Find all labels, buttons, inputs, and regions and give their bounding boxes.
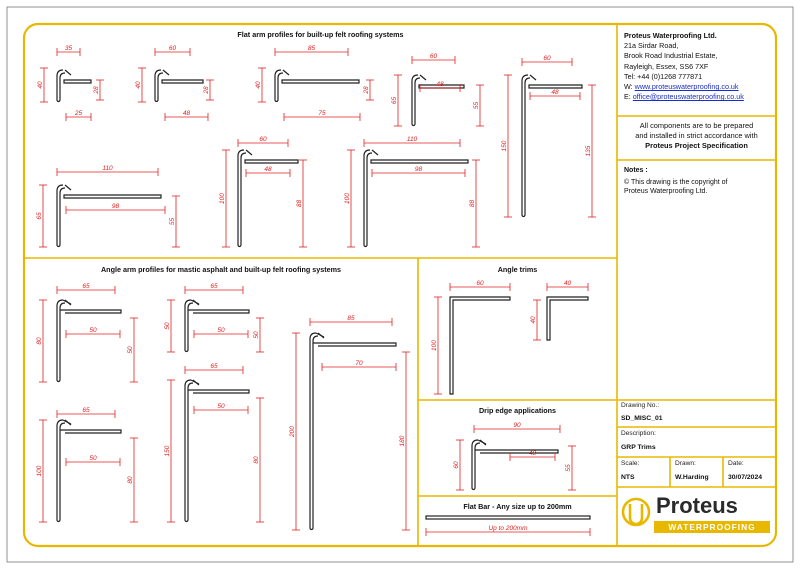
profile-p3-arm [282, 80, 359, 83]
dim-p6-top-label: 110 [102, 165, 113, 172]
profile-p3-cap [275, 100, 278, 102]
profile-p8-inner [367, 153, 372, 245]
dim-a1-top-label: 65 [82, 283, 90, 290]
website-link[interactable]: www.proteuswaterproofing.co.uk [634, 82, 739, 92]
flat-bar-shape [426, 516, 590, 519]
dim-flat-bar-label: Up to 200mm [488, 525, 528, 532]
profile-a4 [185, 380, 249, 522]
profile-a3-arm [60, 430, 121, 433]
trim-t2-shape [547, 297, 588, 340]
dim-p8-top-label: 110 [406, 136, 418, 143]
dim-p7-top-label: 60 [259, 136, 267, 143]
spec-line-2: and installed in strict accordance with [635, 131, 758, 140]
dim-a2-inner-label: 50 [217, 327, 225, 334]
notes-line-1: © This drawing is the copyright of [624, 178, 728, 186]
dim-a1-right-label: 50 [127, 346, 134, 354]
dim-d1-top-label: 90 [513, 422, 521, 429]
profile-p6-lip [65, 185, 71, 190]
profile-a1-lip [65, 300, 71, 305]
profile-p2-inner [158, 73, 163, 100]
dim-p2-left-label: 40 [135, 81, 142, 89]
trim-t2 [547, 297, 588, 340]
dim-p4-left-label: 65 [391, 96, 398, 105]
trim-t1 [450, 297, 510, 394]
dimensions-layer [39, 48, 596, 536]
dim-a2-right-label: 50 [253, 331, 260, 339]
profile-p3 [275, 70, 359, 102]
flat-bar [426, 516, 590, 519]
profile-p6-cap [57, 245, 60, 247]
profile-p1-lip [65, 70, 71, 75]
dimension-labels-layer [36, 45, 592, 532]
company-name: Proteus Waterproofing Ltd. [624, 31, 717, 40]
profile-p1-cap [57, 100, 60, 102]
profile-p7-inner [241, 153, 246, 245]
dim-p4-inner-label: 48 [436, 81, 444, 88]
profile-a4-arm [188, 390, 249, 393]
logo-u-icon [630, 504, 642, 524]
profile-a3-inner [60, 423, 65, 520]
profile-a1-cap [57, 380, 60, 382]
dim-a4-inner-label: 50 [217, 403, 225, 410]
spec-line-1: All components are to be prepared [639, 121, 754, 130]
profile-p2-lip [163, 70, 169, 75]
profile-p8 [364, 150, 468, 247]
drawing-no-label: Drawing No.: [621, 402, 660, 409]
profile-p1-arm [64, 80, 91, 83]
profile-p6 [57, 185, 161, 247]
dim-a5-right-label: 180 [399, 435, 406, 447]
dim-a3-top-label: 65 [82, 407, 90, 414]
dim-p6-right-label: 55 [169, 217, 176, 226]
drawn-label: Drawn: [675, 460, 696, 467]
dim-t2-left-label: 40 [530, 316, 537, 324]
address-line-1: 21a Sirdar Road, [624, 41, 679, 51]
date-label: Date: [728, 460, 744, 467]
dim-a3-right-label: 80 [127, 476, 134, 484]
profile-a2 [185, 300, 249, 352]
dim-p7-inner-label: 48 [264, 166, 272, 173]
dim-a2-left-label: 50 [164, 322, 171, 330]
dim-a5-inner-label: 70 [355, 360, 363, 367]
profile-a5-inner [313, 336, 318, 528]
profile-d1-cap [472, 488, 475, 490]
dim-a4-right-label: 80 [253, 456, 260, 464]
dim-p6-left-label: 65 [36, 212, 43, 220]
logo-subtitle: WATERPROOFING [668, 522, 756, 532]
profile-a2-lip [193, 300, 199, 305]
dim-a4-left-label: 150 [164, 445, 171, 457]
profile-a3-cap [57, 520, 60, 522]
logo-wordmark: Proteus [656, 493, 738, 518]
profile-p4-lip [420, 75, 426, 80]
profile-p3-inner [278, 73, 283, 100]
dim-p3-bottom-label: 75 [318, 110, 326, 117]
dim-p8-left-label: 100 [344, 193, 351, 204]
date-value: 30/07/2024 [728, 474, 763, 481]
address-line-2: Brook Road Industrial Estate, [624, 51, 718, 61]
description-label: Description: [621, 430, 656, 437]
web-prefix: W: [624, 82, 633, 92]
profile-p8-cap [364, 245, 367, 247]
email-prefix: E: [624, 92, 631, 102]
logo-ring-icon [623, 499, 649, 525]
dim-d1-right-label: 55 [565, 464, 572, 472]
profile-a5-cap [310, 528, 313, 530]
notes-line-2: Proteus Waterproofing Ltd. [624, 188, 708, 195]
dim-p1-bottom-label: 25 [74, 110, 83, 117]
flat-bar-title: Flat Bar - Any size up to 200mm [463, 502, 572, 511]
dim-a1-inner-label: 50 [89, 327, 97, 334]
dim-a3-inner-label: 50 [89, 455, 97, 462]
scale-label: Scale: [621, 460, 640, 467]
dim-p4-top-label: 60 [429, 53, 438, 60]
profile-a5-lip [318, 333, 324, 338]
notes-label: Notes : [624, 167, 648, 174]
profile-a4-lip [193, 380, 199, 385]
dim-p1-right-label: 28 [93, 86, 100, 94]
dim-p8-right-label: 88 [469, 199, 476, 208]
dim-p3-right-label: 28 [363, 86, 370, 94]
dim-a5-left-label: 200 [289, 426, 296, 437]
dim-p8-inner-label: 98 [414, 166, 423, 173]
dim-p5-right-label: 135 [585, 145, 592, 157]
drip-edge-title: Drip edge applications [478, 406, 557, 415]
dim-a4-top-label: 65 [210, 363, 218, 370]
spec-line-3: Proteus Project Specification [645, 141, 748, 150]
profile-d1-lip [480, 440, 486, 445]
profile-p8-arm [371, 160, 468, 163]
dim-t1-left-label: 100 [431, 340, 438, 351]
profile-a1-inner [60, 303, 65, 380]
profile-a1-arm [60, 310, 121, 313]
profile-a4-cap [185, 520, 188, 522]
dim-t2-top-label: 40 [563, 280, 572, 287]
profile-p3-lip [283, 70, 289, 75]
profile-a4-inner [188, 383, 193, 520]
dim-p5-inner-label: 48 [551, 89, 559, 96]
dim-t1-top-label: 60 [476, 280, 484, 287]
scale-value: NTS [621, 474, 635, 481]
dim-p1-left-label: 40 [37, 81, 44, 89]
drawing-no-value: SD_MISC_01 [621, 415, 663, 422]
dim-p3-top-label: 85 [307, 45, 316, 52]
flat-arm-title: Flat arm profiles for built-up felt roofing systems [237, 30, 404, 39]
profile-p7-cap [238, 245, 241, 247]
profile-a5-arm [313, 343, 396, 346]
drawn-value: W.Harding [675, 474, 709, 481]
profile-p5-lip [530, 75, 536, 80]
profile-p2 [155, 70, 203, 102]
profile-p4-cap [412, 124, 415, 126]
profile-p5-cap [522, 215, 525, 217]
profile-p2-arm [162, 80, 203, 83]
dim-a2-top-label: 65 [210, 283, 218, 290]
profile-p7-arm [245, 160, 298, 163]
profile-p7 [238, 150, 298, 247]
dim-p3-left-label: 40 [255, 81, 262, 89]
profile-p7-lip [246, 150, 252, 155]
address-line-3: Rayleigh, Essex, SS6 7XF [624, 61, 709, 71]
dim-p4-right-label: 55 [473, 101, 480, 110]
profile-d1-arm [475, 450, 558, 453]
profile-d1 [472, 440, 558, 490]
description-value: GRP Trims [621, 444, 656, 451]
dim-p2-top-label: 60 [168, 45, 177, 52]
profile-p1 [57, 70, 91, 102]
dim-p5-left-label: 150 [501, 140, 508, 152]
dim-a1-left-label: 80 [36, 337, 43, 345]
spec-note [617, 121, 776, 151]
profile-a2-cap [185, 350, 188, 352]
telephone: Tel: +44 (0)1268 777871 [624, 71, 703, 81]
dim-a3-left-label: 100 [36, 465, 43, 477]
trim-t1-shape [450, 297, 510, 394]
profile-p5-arm [529, 85, 582, 88]
notes-block [624, 166, 774, 197]
angle-arm-title: Angle arm profiles for mastic asphalt and built-up felt roofing systems [100, 265, 342, 274]
email-link[interactable]: office@proteuswaterproofing.co.uk [632, 92, 744, 102]
dim-p5-top-label: 60 [543, 55, 551, 62]
profile-p6-arm [64, 195, 161, 198]
profile-a3 [57, 420, 121, 522]
dim-p2-right-label: 28 [203, 86, 210, 94]
profile-a1 [57, 300, 121, 382]
dim-p2-bottom-label: 48 [182, 110, 191, 117]
dim-p6-inner-label: 98 [111, 203, 120, 210]
profile-p2-cap [155, 100, 158, 102]
dim-a5-top-label: 85 [347, 315, 355, 322]
dim-d1-inner-label: 48 [528, 450, 537, 457]
profile-p5-inner [525, 78, 530, 215]
profile-a2-arm [188, 310, 249, 313]
dim-p1-top-label: 35 [64, 45, 73, 52]
profile-p8-lip [372, 150, 378, 155]
profile-a5 [310, 333, 396, 530]
company-info [624, 31, 774, 102]
dim-d1-left-label: 60 [453, 461, 460, 469]
dim-p7-left-label: 100 [219, 193, 226, 204]
profile-p1-inner [60, 73, 65, 100]
angle-trims-title: Angle trims [497, 265, 538, 274]
dim-p7-right-label: 88 [296, 199, 303, 208]
profile-a3-lip [65, 420, 71, 425]
